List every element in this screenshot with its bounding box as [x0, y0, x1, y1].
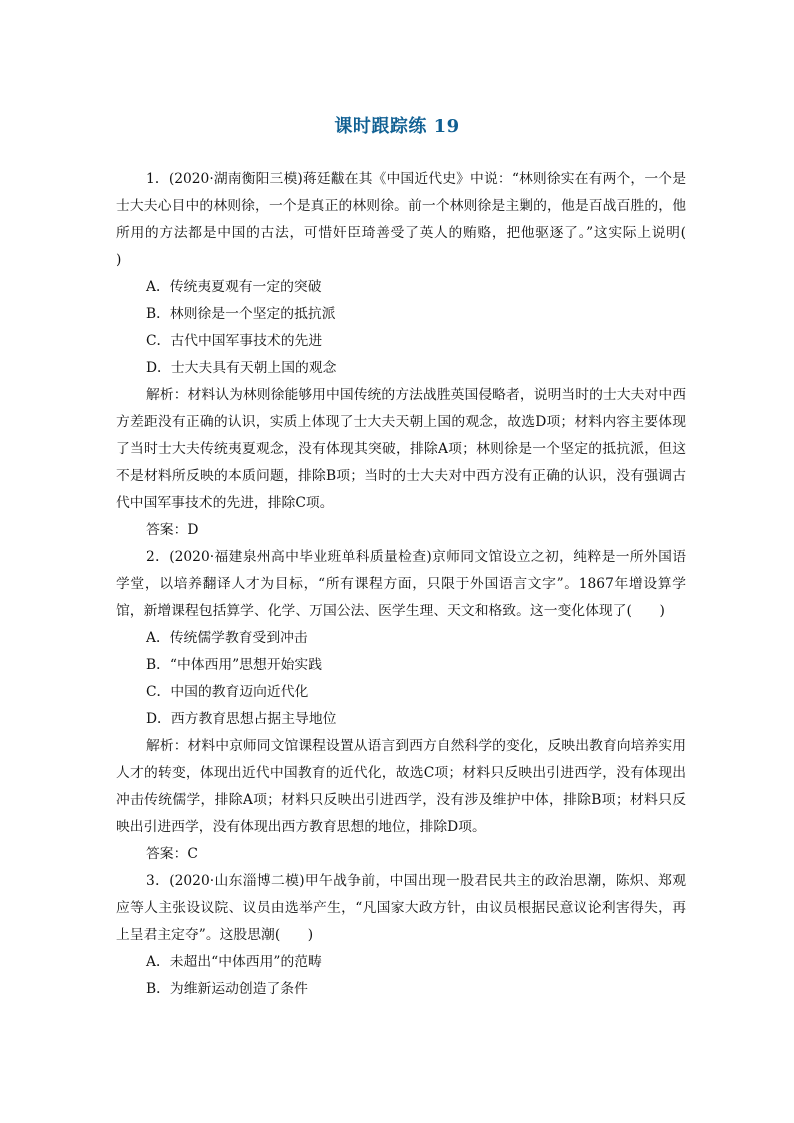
question-1-option-b: B．林则徐是一个坚定的抵抗派	[146, 306, 336, 322]
question-2-option-b: B．“中体西用”思想开始实践	[146, 657, 323, 673]
question-1-option-a: A．传统夷夏观有一定的突破	[146, 279, 322, 295]
question-1-option-c: C．古代中国军事技术的先进	[146, 333, 323, 349]
question-2-option-c: C．中国的教育迈向近代化	[146, 684, 309, 700]
question-3-stem: 3．(2020·山东淄博二模)甲午战争前，中国出现一股君民共主的政治思潮，陈炽、郑观应等人主张设议院、议员由选举产生，“凡国家大政方针，由议员根据民意议论利害得失，再上呈君主定夺”。这股思潮( )	[116, 873, 686, 943]
question-1-analysis: 解析：材料认为林则徐能够用中国传统的方法战胜英国侵略者，说明当时的士大夫对中西方差距没有正确的认识，实质上体现了士大夫天朝上国的观念，故选D项；材料内容主要体现了当时士大夫传统夷夏观念，没有体现其突破，排除A项；林则徐是一个坚定的抵抗派，但这不是材料所反映的本质问题，排除B项；当时的士大夫对中西方没有正确的认识，没有强调古代中国军事技术的先进，排除C项。	[116, 387, 686, 511]
question-2-answer: 答案：C	[146, 846, 198, 862]
document-body	[116, 166, 714, 1003]
question-1-answer: 答案：D	[146, 522, 199, 538]
question-2-option-d: D．西方教育思想占据主导地位	[146, 711, 337, 727]
question-3-option-a: A．未超出“中体西用”的范畴	[146, 954, 322, 970]
question-2-option-a: A．传统儒学教育受到冲击	[146, 630, 308, 646]
document-title: 课时跟踪练 19	[334, 116, 460, 137]
question-2-stem: 2．(2020·福建泉州高中毕业班单科质量检查)京师同文馆设立之初，纯粹是一所外国语学堂，以培养翻译人才为目标，“所有课程方面，只限于外国语言文字”。1867年增设算学馆，新增课程包括算学、化学、万国公法、医学生理、天文和格致。这一变化体现了( )	[116, 549, 686, 619]
question-3-option-b: B．为维新运动创造了条件	[146, 981, 308, 997]
question-1-stem: 1．(2020·湖南衡阳三模)蒋廷黻在其《中国近代史》中说：“林则徐实在有两个，一个是士大夫心目中的林则徐，一个是真正的林则徐。前一个林则徐是主剿的，他是百战百胜的，他所用的方法都是中国的古法，可惜奸臣琦善受了英人的贿赂，把他驱逐了。”这实际上说明( )	[116, 171, 714, 268]
question-2-analysis: 解析：材料中京师同文馆课程设置从语言到西方自然科学的变化，反映出教育向培养实用人才的转变，体现出近代中国教育的近代化，故选C项；材料只反映出引进西学，没有体现出冲击传统儒学，排除A项；材料只反映出引进西学，没有涉及维护中体，排除B项；材料只反映出引进西学，没有体现出西方教育思想的地位，排除D项。	[116, 738, 686, 835]
question-1-option-d: D．士大夫具有天朝上国的观念	[146, 360, 337, 376]
